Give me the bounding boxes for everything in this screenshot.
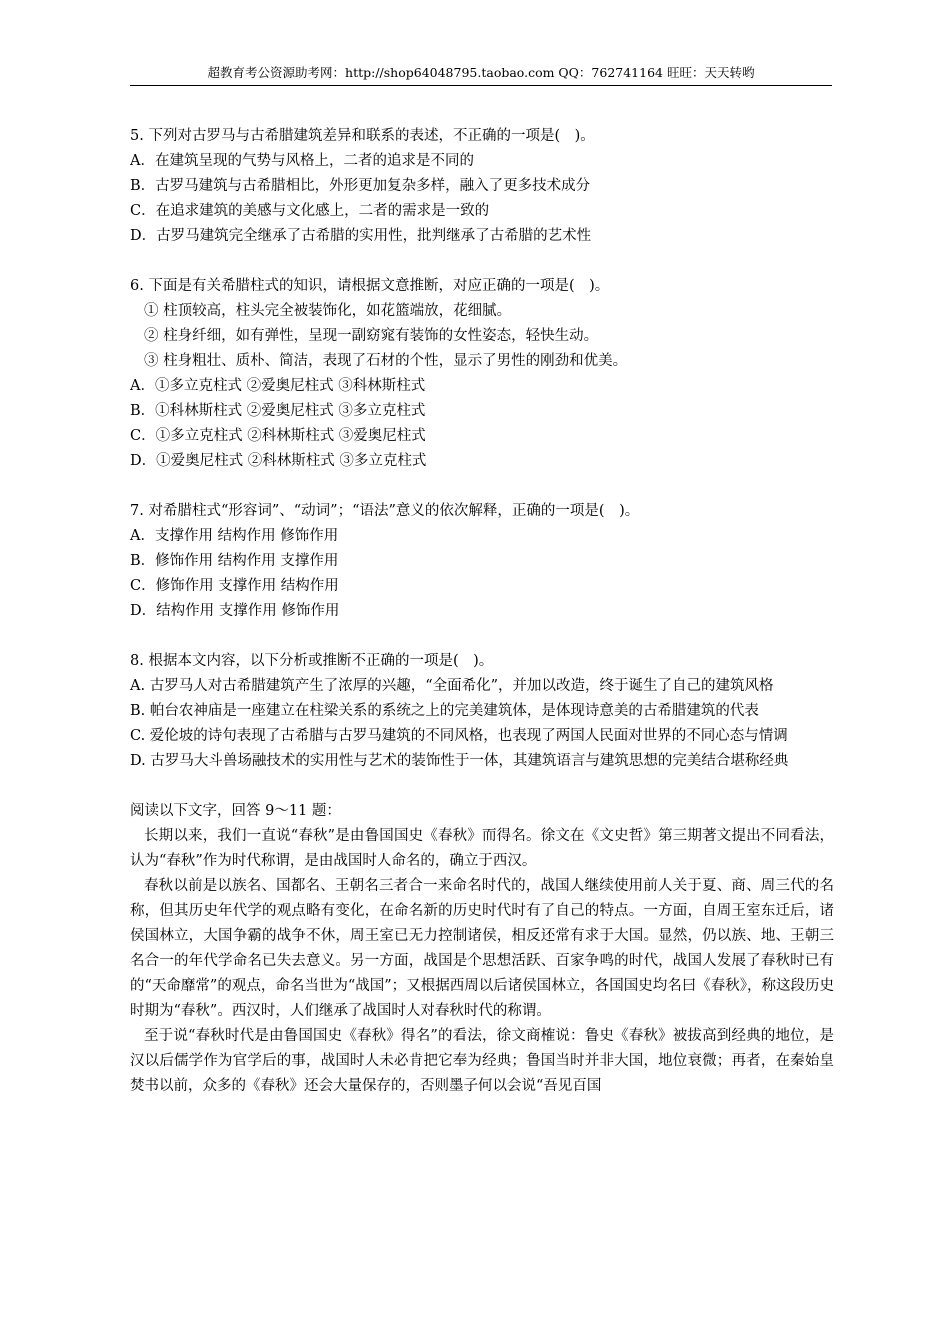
option-c: C．①多立克柱式 ②科林斯柱式 ③爱奥尼柱式 [130, 428, 426, 444]
question-6 [130, 274, 834, 474]
question-stem: 8. 根据本文内容，以下分析或推断不正确的一项是( )。 [130, 653, 494, 669]
option-b: B．古罗马建筑与古希腊相比，外形更加复杂多样，融入了更多技术成分 [130, 178, 591, 194]
question-stem: 5. 下列对古罗马与古希腊建筑差异和联系的表述，不正确的一项是( )。 [130, 128, 595, 144]
statement-2: ② 柱身纤细，如有弹性，呈现一副窈窕有装饰的女性姿态，轻快生动。 [144, 328, 599, 344]
option-a: A．支撑作用 结构作用 修饰作用 [130, 528, 339, 544]
option-a: A．在建筑呈现的气势与风格上，二者的追求是不同的 [130, 153, 474, 169]
option-a: A. 古罗马人对古希腊建筑产生了浓厚的兴趣，“全面希化”，并加以改造，终于诞生了自己的建筑风格 [130, 678, 774, 694]
reading-passage [130, 799, 834, 1099]
passage-paragraph-2: 春秋以前是以族名、国都名、王朝名三者合一来命名时代的，战国人继续使用前人关于夏、商、周三代的名称，但其历史年代学的观点略有变化，在命名新的历史时代时有了自己的特点。一方面，自周王室东迁后，诸侯国林立，大国争霸的战争不休，周王室已无力控制诸侯，相反还常有求于大国。显然，仍以族、地、王朝三名合一的年代学命名已失去意义。另一方面，战国是个思想活跃、百家争鸣的时代，战国人发展了春秋时已有的“天命靡常”的观点，命名当世为“战国”；又根据西周以后诸侯国林立，各国国史均名曰《春秋》，称这段历史时期为“春秋”。西汉时，人们继承了战国时人对春秋时代的称谓。 [130, 878, 834, 1019]
option-d: D. 古罗马大斗兽场融技术的实用性与艺术的装饰性于一体，其建筑语言与建筑思想的完美结合堪称经典 [130, 753, 789, 769]
option-b: B．修饰作用 结构作用 支撑作用 [130, 553, 339, 569]
page-header: 超教育考公资源助考网：http://shop64048795.taobao.com QQ：762741164 旺旺：天天转哟 [130, 64, 832, 86]
question-7 [130, 499, 834, 624]
question-stem: 7. 对希腊柱式“形容词”、“动词”；“语法”意义的依次解释，正确的一项是( )。 [130, 503, 640, 519]
passage-paragraph-3: 至于说“春秋时代是由鲁国国史《春秋》得名”的看法，徐文商榷说：鲁史《春秋》被拔高到经典的地位，是汉以后儒学作为官学后的事，战国时人未必肯把它奉为经典；鲁国当时并非大国，地位衰微；再者，在秦始皇焚书以前，众多的《春秋》还会大量保存的，否则墨子何以会说“吾见百国 [130, 1028, 834, 1094]
reading-intro: 阅读以下文字，回答 9～11 题： [130, 803, 341, 819]
question-5 [130, 124, 834, 249]
passage-paragraph-1: 长期以来，我们一直说“春秋”是由鲁国国史《春秋》而得名。徐文在《文史哲》第三期著文提出不同看法，认为“春秋”作为时代称谓，是由战国时人命名的，确立于西汉。 [130, 828, 834, 869]
option-c: C．修饰作用 支撑作用 结构作用 [130, 578, 339, 594]
question-8 [130, 649, 834, 774]
option-c: C. 爱伦坡的诗句表现了古希腊与古罗马建筑的不同风格，也表现了两国人民面对世界的不同心态与情调 [130, 728, 788, 744]
option-c: C．在追求建筑的美感与文化感上，二者的需求是一致的 [130, 203, 490, 219]
option-b: B. 帕台农神庙是一座建立在柱梁关系的系统之上的完美建筑体，是体现诗意美的古希腊建筑的代表 [130, 703, 759, 719]
statement-3: ③ 柱身粗壮、质朴、简洁，表现了石材的个性，显示了男性的刚劲和优美。 [144, 353, 628, 369]
option-a: A．①多立克柱式 ②爱奥尼柱式 ③科林斯柱式 [130, 378, 426, 394]
option-d: D．结构作用 支撑作用 修饰作用 [130, 603, 340, 619]
question-stem: 6. 下面是有关希腊柱式的知识，请根据文意推断，对应正确的一项是( )。 [130, 278, 610, 294]
document-body [130, 124, 834, 1099]
option-d: D．①爱奥尼柱式 ②科林斯柱式 ③多立克柱式 [130, 453, 427, 469]
option-b: B．①科林斯柱式 ②爱奥尼柱式 ③多立克柱式 [130, 403, 426, 419]
option-d: D．古罗马建筑完全继承了古希腊的实用性，批判继承了古希腊的艺术性 [130, 228, 592, 244]
statement-1: ① 柱顶较高，柱头完全被装饰化，如花篮端放，花细腻。 [144, 303, 512, 319]
